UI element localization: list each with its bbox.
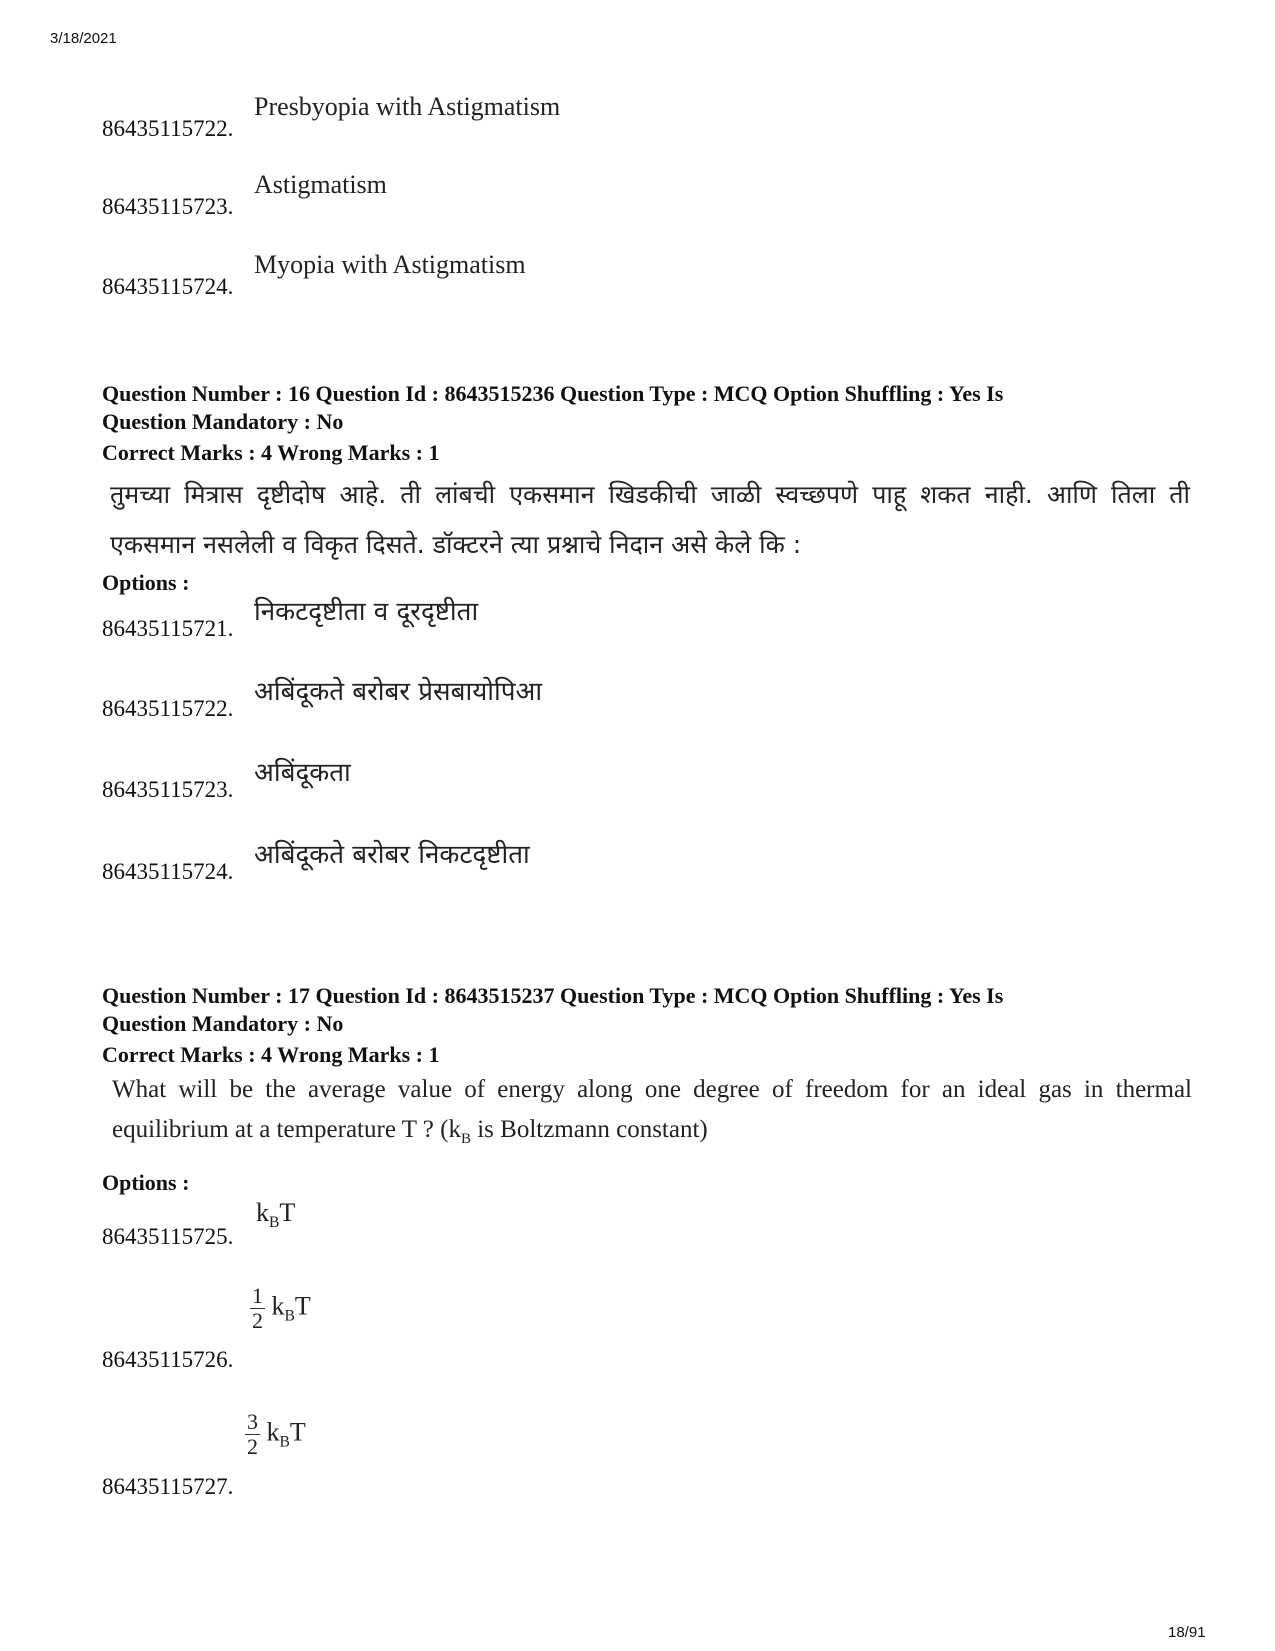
fraction-numerator: 3 xyxy=(247,1409,258,1434)
question-16-meta xyxy=(102,380,1182,436)
page-number: 18/91 xyxy=(1168,1624,1206,1641)
question-17-meta xyxy=(102,982,1182,1038)
option-id: 86435115725. xyxy=(102,1224,234,1249)
option-formula xyxy=(256,1198,295,1232)
option-formula xyxy=(245,1410,306,1459)
fraction xyxy=(250,1284,265,1333)
fraction-numerator: 1 xyxy=(252,1283,263,1308)
option-text: अबिंदूकते बरोबर प्रेसबायोपिआ xyxy=(254,677,543,707)
option-id: 86435115723. xyxy=(102,777,234,802)
question-meta-line: Question Mandatory : No xyxy=(102,1011,344,1036)
option-id: 86435115722. xyxy=(102,116,234,141)
question-meta-line: Question Number : 17 Question Id : 8643515237 Question Type : MCQ Option Shuffling : Yes Is xyxy=(102,983,1004,1008)
option-text: Presbyopia with Astigmatism xyxy=(254,92,561,121)
option-formula xyxy=(250,1284,311,1333)
question-16-marks: Correct Marks : 4 Wrong Marks : 1 xyxy=(102,440,440,465)
option-id: 86435115724. xyxy=(102,859,234,884)
formula-k: k xyxy=(271,1291,285,1321)
question-text-end: is Boltzmann constant) xyxy=(470,1116,708,1143)
fraction-denominator: 2 xyxy=(252,1308,263,1333)
question-16-text: तुमच्या मित्रास दृष्टीदोष आहे. ती लांबची एकसमान खिडकीची जाळी स्वच्छपणे पाहू शकत नाही. आणि तिला ती एकसमान नसलेली व विकृत दिसते. डॉक्टरने त्या प्रश्नाचे निदान असे केले कि : xyxy=(110,480,1190,559)
formula-k: k xyxy=(256,1198,269,1227)
option-text: Astigmatism xyxy=(254,170,387,199)
question-text-main: What will be the average value of energy along one degree of freedom for an ideal gas in thermal equilibrium at a temperature T ? (k xyxy=(112,1076,1192,1143)
formula-t: T xyxy=(279,1198,296,1227)
option-text: अबिंदूकते बरोबर निकटदृष्टीता xyxy=(254,840,530,870)
question-16-options-label: Options : xyxy=(102,570,190,595)
question-17-options-label: Options : xyxy=(102,1170,190,1195)
question-text-subscript: B xyxy=(460,1131,471,1147)
option-id: 86435115727. xyxy=(102,1474,234,1499)
option-text: निकटदृष्टीता व दूरदृष्टीता xyxy=(254,597,479,627)
option-text: Myopia with Astigmatism xyxy=(254,250,526,279)
formula-subscript: B xyxy=(269,1214,280,1232)
option-id: 86435115721. xyxy=(102,616,234,641)
fraction-denominator: 2 xyxy=(247,1434,258,1459)
option-id: 86435115723. xyxy=(102,194,234,219)
question-meta-line: Question Number : 16 Question Id : 8643515236 Question Type : MCQ Option Shuffling : Yes Is xyxy=(102,381,1004,406)
formula-subscript: B xyxy=(279,1433,290,1451)
question-17-marks: Correct Marks : 4 Wrong Marks : 1 xyxy=(102,1042,440,1067)
formula-t: T xyxy=(294,1291,311,1321)
question-meta-line: Question Mandatory : No xyxy=(102,409,344,434)
formula-k: k xyxy=(266,1417,280,1447)
fraction xyxy=(245,1410,260,1459)
print-date: 3/18/2021 xyxy=(50,30,117,47)
formula-t: T xyxy=(289,1417,306,1447)
option-id: 86435115724. xyxy=(102,274,234,299)
formula-subscript: B xyxy=(284,1307,295,1325)
option-text: अबिंदूकता xyxy=(254,758,351,788)
option-id: 86435115726. xyxy=(102,1347,234,1372)
option-id: 86435115722. xyxy=(102,696,234,721)
question-17-text xyxy=(112,1070,1192,1159)
